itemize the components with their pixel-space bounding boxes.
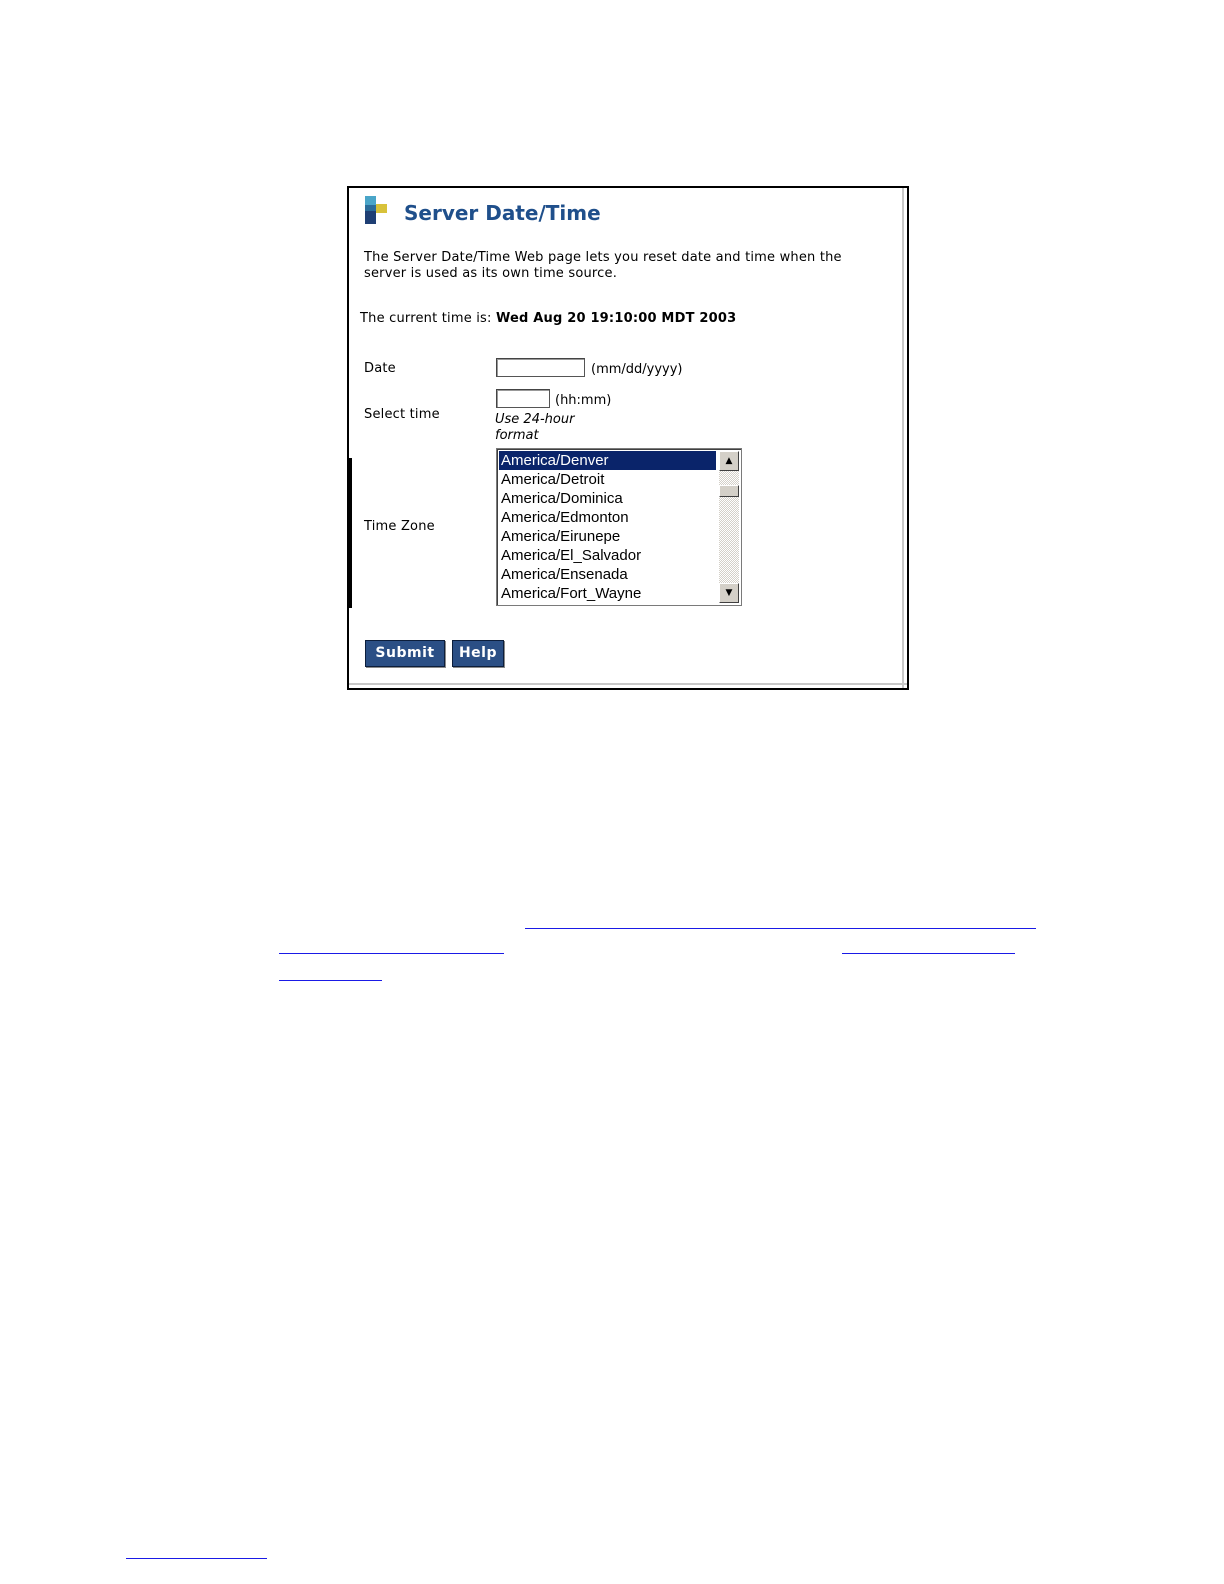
hyperlink-underline[interactable] (279, 953, 504, 954)
scrollbar-thumb[interactable] (719, 485, 739, 497)
frame-edge (902, 188, 904, 688)
scroll-up-arrow-icon[interactable]: ▲ (719, 451, 739, 471)
screenshot-frame (347, 186, 909, 690)
time-format-note (495, 412, 605, 444)
help-button[interactable]: Help (452, 640, 504, 667)
date-format-hint: (mm/dd/yyyy) (591, 362, 683, 377)
timezone-option[interactable]: America/Edmonton (501, 509, 629, 526)
timezone-option[interactable]: America/Fort_Wayne (501, 585, 642, 602)
current-time-value: Wed Aug 20 19:10:00 MDT 2003 (495, 311, 737, 326)
timezone-option[interactable]: America/Dominica (501, 490, 623, 507)
timezone-scrollbar[interactable] (719, 451, 739, 603)
time-note-line: format (495, 428, 539, 443)
time-format-hint: (hh:mm) (555, 393, 612, 408)
time-label: Select time (364, 407, 440, 422)
timezone-listbox[interactable] (496, 448, 742, 606)
page-title: Server Date/Time (404, 201, 601, 225)
app-logo (365, 196, 389, 226)
hyperlink-underline[interactable] (525, 928, 1036, 929)
timezone-option[interactable]: America/Eirunepe (501, 528, 621, 545)
hyperlink-underline[interactable] (126, 1558, 267, 1559)
timezone-option[interactable]: America/El_Salvador (501, 547, 642, 564)
timezone-option[interactable]: America/Detroit (501, 471, 605, 488)
timezone-option[interactable]: America/Ensenada (501, 566, 628, 583)
submit-button[interactable]: Submit (365, 640, 445, 667)
date-label: Date (364, 361, 396, 376)
hyperlink-underline[interactable] (279, 980, 382, 981)
timezone-option[interactable]: America/Denver (499, 451, 716, 470)
time-note-line: Use 24-hour (495, 412, 575, 427)
frame-edge (349, 458, 352, 608)
timezone-label: Time Zone (364, 519, 435, 534)
date-input[interactable] (496, 358, 585, 377)
current-time-label: The current time is: (360, 311, 492, 326)
frame-edge (349, 683, 907, 685)
time-input[interactable] (496, 389, 550, 408)
scroll-down-arrow-icon[interactable]: ▼ (719, 583, 739, 603)
page-description: The Server Date/Time Web page lets you reset date and time when the server is used as its own time source. (364, 250, 842, 281)
current-time (360, 311, 736, 326)
hyperlink-underline[interactable] (842, 953, 1015, 954)
